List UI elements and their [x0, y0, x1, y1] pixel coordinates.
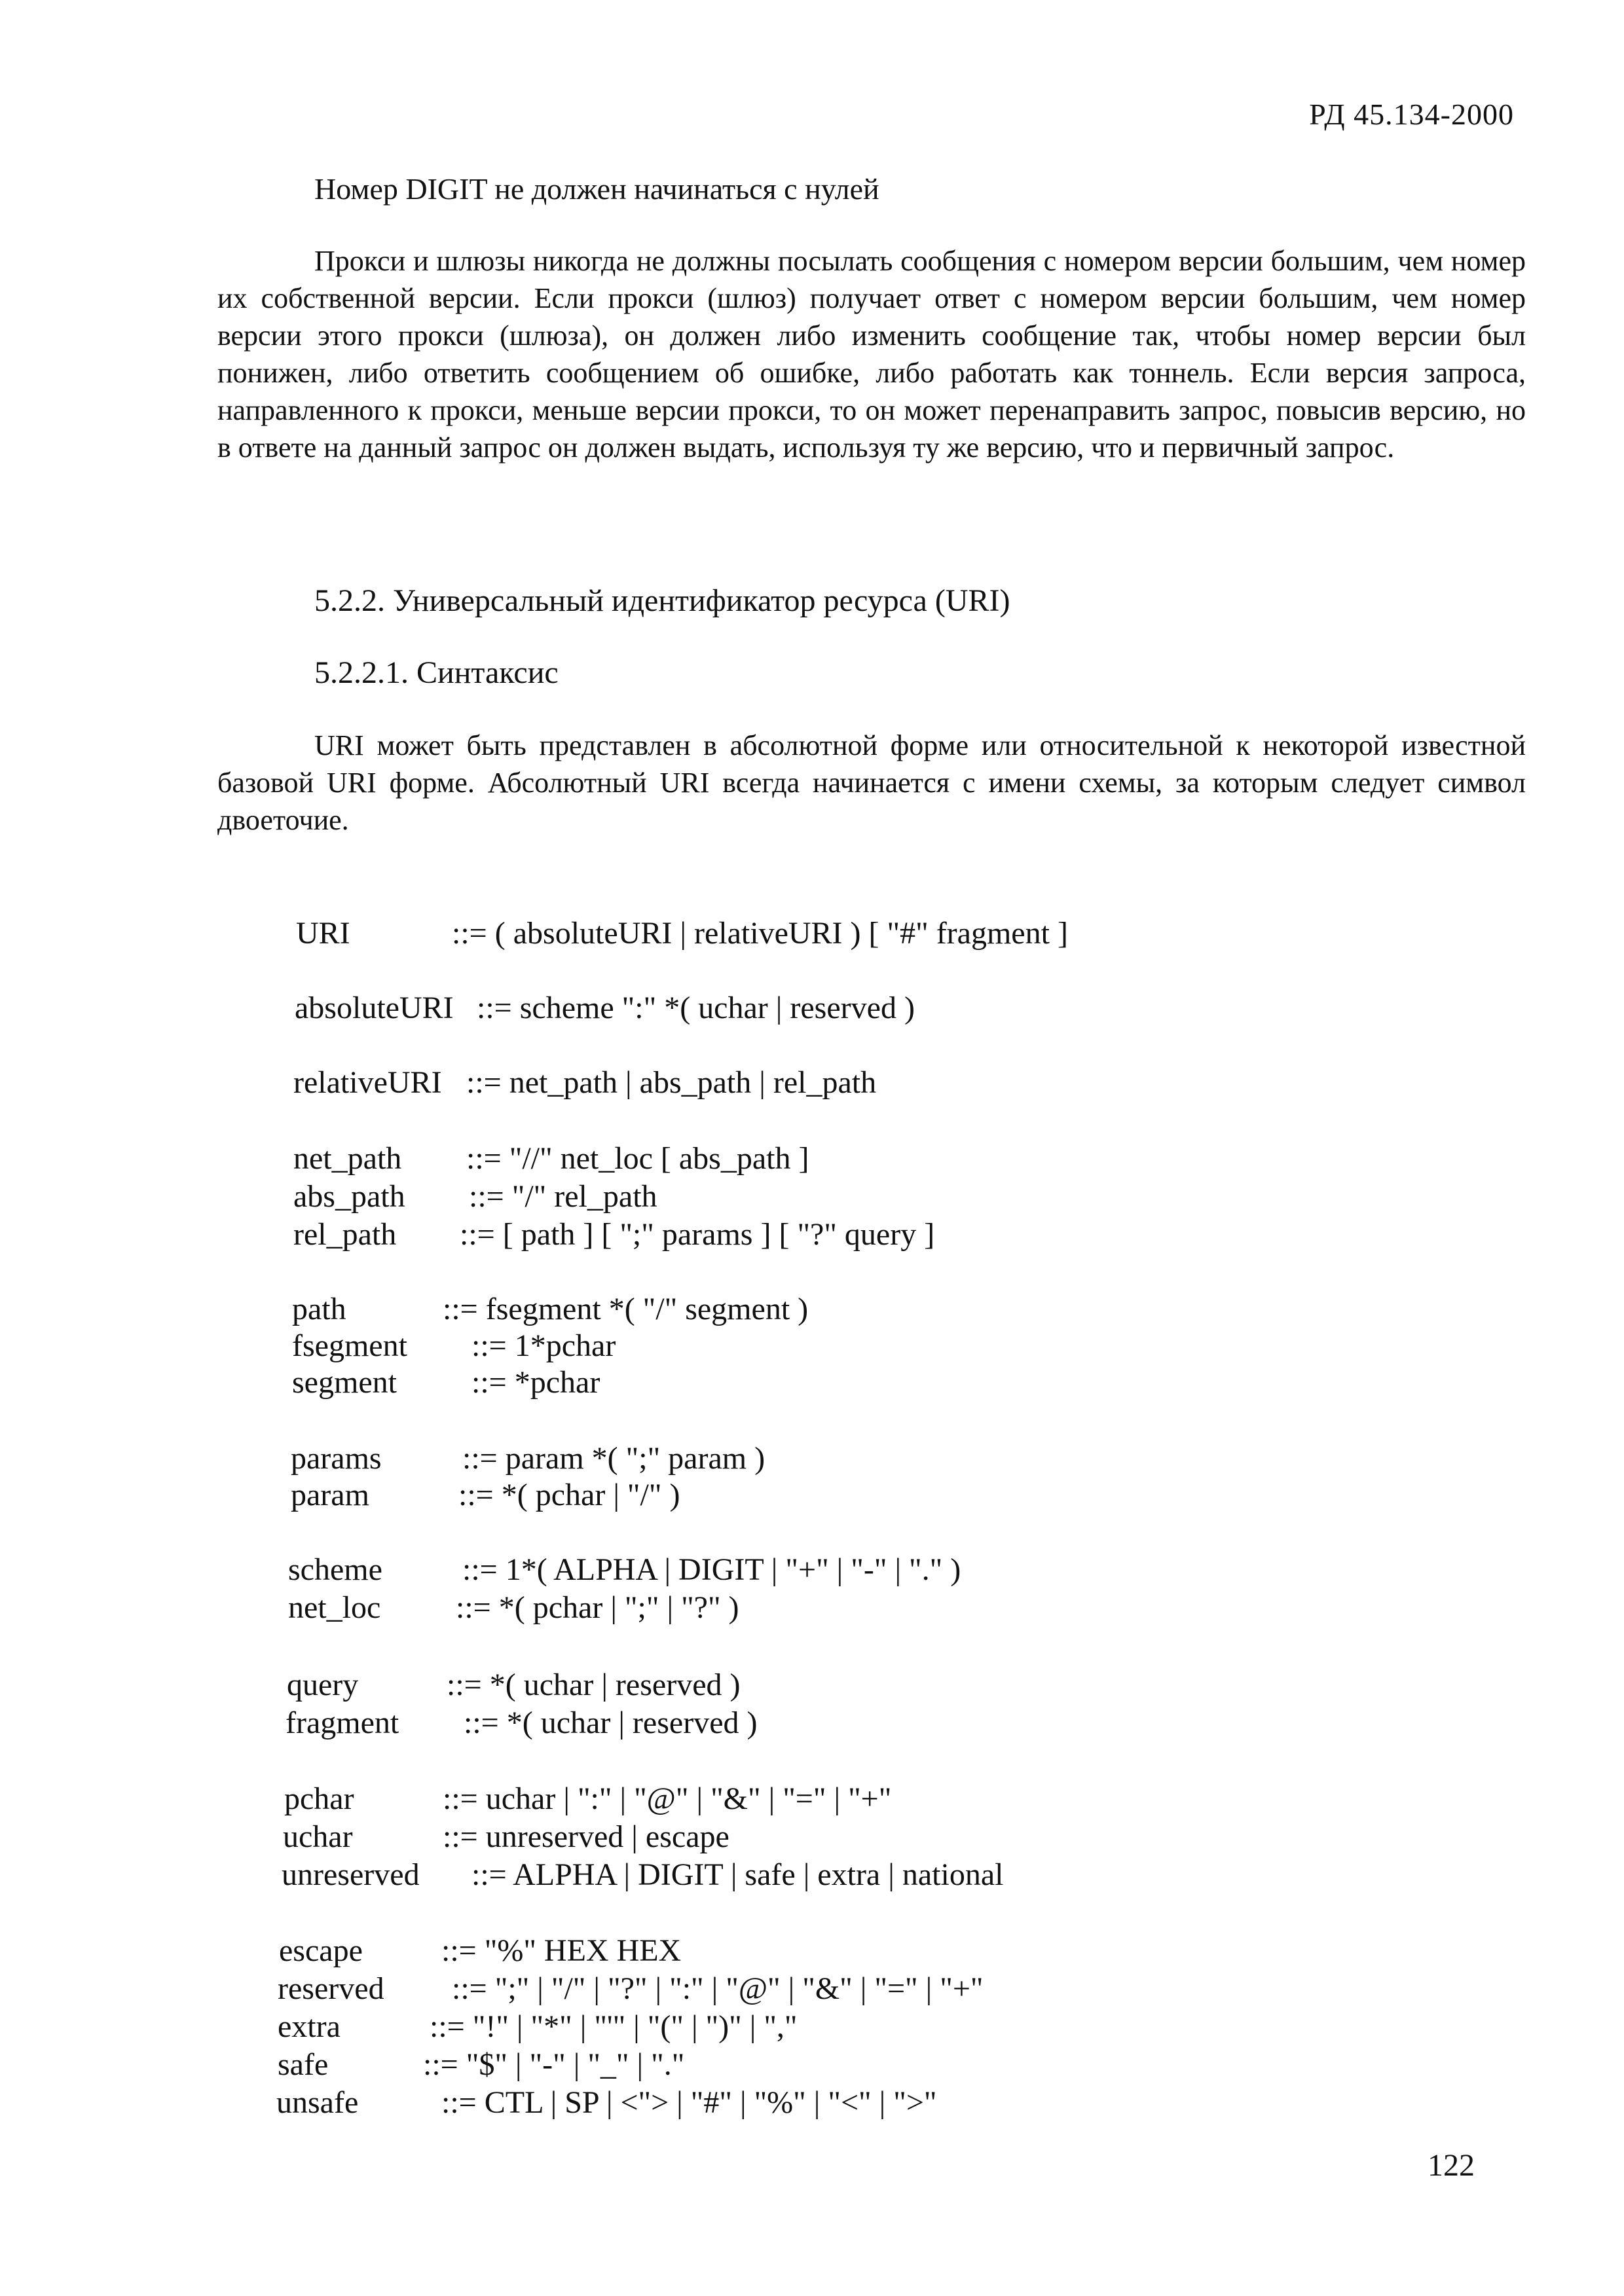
grammar-rule-definition: ::= "%" HEX HEX [441, 1933, 682, 1968]
grammar-rule-definition: ::= "$" | "-" | "_" | "." [423, 2047, 685, 2082]
grammar-rule-definition: ::= "/" rel_path [469, 1179, 657, 1214]
grammar-rule-definition: ::= "!" | "*" | "'" | "(" | ")" | "," [430, 2009, 798, 2044]
grammar-rule-definition: ::= 1*pchar [471, 1328, 616, 1363]
grammar-rule-name: path [292, 1292, 346, 1326]
grammar-rule-definition: ::= uchar | ":" | "@" | "&" | "=" | "+" [443, 1781, 892, 1816]
document-code: РД 45.134-2000 [1309, 98, 1514, 131]
paragraph-proxy-versions: Прокси и шлюзы никогда не должны посылать сообщения с номером версии большим, чем номер их собственной версии. Если прокси (шлюз) получает ответ с номером версии большим, чем номер версии этого прокси (шлюза), он должен либо изменить сообщение так, чтобы номер версии был понижен, либо ответить сообщением об ошибке, либо работать как тоннель. Если версия запроса, направленного к прокси, меньше версии прокси, то он может перенаправить запрос, повысив версию, но в ответе на данный запрос он должен выдать, используя ту же версию, что и первичный запрос. [217, 245, 1526, 464]
grammar-rule-definition: ::= *( pchar | "/" ) [458, 1478, 680, 1512]
grammar-rule-name: absoluteURI [295, 991, 454, 1025]
grammar-rule-definition: ::= net_path | abs_path | rel_path [466, 1065, 877, 1100]
grammar-rule-name: URI [296, 916, 350, 951]
grammar-rule-name: escape [279, 1933, 363, 1968]
digit-note: Номер DIGIT не должен начинаться с нулей [314, 172, 879, 206]
grammar-rule-definition: ::= *( pchar | ";" | "?" ) [456, 1590, 739, 1625]
subsection-heading: 5.2.2.1. Синтаксис [314, 655, 559, 690]
section-heading: 5.2.2. Универсальный идентификатор ресурса (URI) [314, 583, 1010, 618]
grammar-rule-definition: ::= ALPHA | DIGIT | safe | extra | national [471, 1857, 1004, 1892]
grammar-rule-name: abs_path [293, 1179, 405, 1214]
grammar-rule-definition: ::= scheme ":" *( uchar | reserved ) [477, 991, 915, 1025]
grammar-rule-name: fsegment [292, 1328, 407, 1363]
grammar-rule-name: uchar [283, 1819, 353, 1854]
paragraph-uri-forms: URI может быть представлен в абсолютной форме или относительной к некоторой известной базовой URI форме. Абсолютный URI всегда начинается с имени схемы, за которым следует символ двоеточие. [217, 729, 1526, 836]
grammar-rule-definition: ::= "//" net_loc [ abs_path ] [466, 1141, 809, 1176]
grammar-rule-definition: ::= fsegment *( "/" segment ) [443, 1292, 809, 1326]
grammar-rule-name: fragment [286, 1705, 399, 1740]
grammar-rule-name: params [291, 1441, 382, 1476]
grammar-rule-definition: ::= *( uchar | reserved ) [447, 1667, 741, 1702]
grammar-rule-name: reserved [278, 1971, 384, 2006]
grammar-rule-name: query [287, 1667, 359, 1702]
grammar-rule-name: safe [278, 2047, 329, 2082]
grammar-rule-definition: ::= CTL | SP | <"> | "#" | "%" | "<" | ">" [441, 2085, 937, 2120]
grammar-rule-definition: ::= *pchar [471, 1365, 600, 1400]
grammar-rule-name: pchar [284, 1781, 354, 1816]
grammar-rule-definition: ::= ( absoluteURI | relativeURI ) [ "#" fragment ] [452, 916, 1068, 951]
grammar-rule-definition: ::= [ path ] [ ";" params ] [ "?" query ] [460, 1217, 935, 1252]
grammar-rule-name: extra [278, 2009, 341, 2044]
grammar-rule-name: rel_path [293, 1217, 397, 1252]
grammar-rule-name: net_loc [288, 1590, 381, 1625]
grammar-rule-definition: ::= *( uchar | reserved ) [464, 1705, 758, 1740]
grammar-rule-name: param [291, 1478, 369, 1512]
grammar-rule-definition: ::= 1*( ALPHA | DIGIT | "+" | "-" | "." ) [462, 1552, 961, 1587]
grammar-rule-name: scheme [288, 1552, 382, 1587]
grammar-rule-name: segment [292, 1365, 397, 1400]
grammar-rule-name: unsafe [276, 2085, 359, 2120]
grammar-rule-name: unreserved [282, 1857, 420, 1892]
grammar-rule-definition: ::= unreserved | escape [443, 1819, 729, 1854]
page-number: 122 [1428, 2148, 1475, 2183]
grammar-rule-definition: ::= ";" | "/" | "?" | ":" | "@" | "&" | "=" | "+" [452, 1971, 984, 2006]
grammar-rule-name: net_path [293, 1141, 402, 1176]
grammar-rule-name: relativeURI [293, 1065, 442, 1100]
grammar-rule-definition: ::= param *( ";" param ) [462, 1441, 766, 1476]
